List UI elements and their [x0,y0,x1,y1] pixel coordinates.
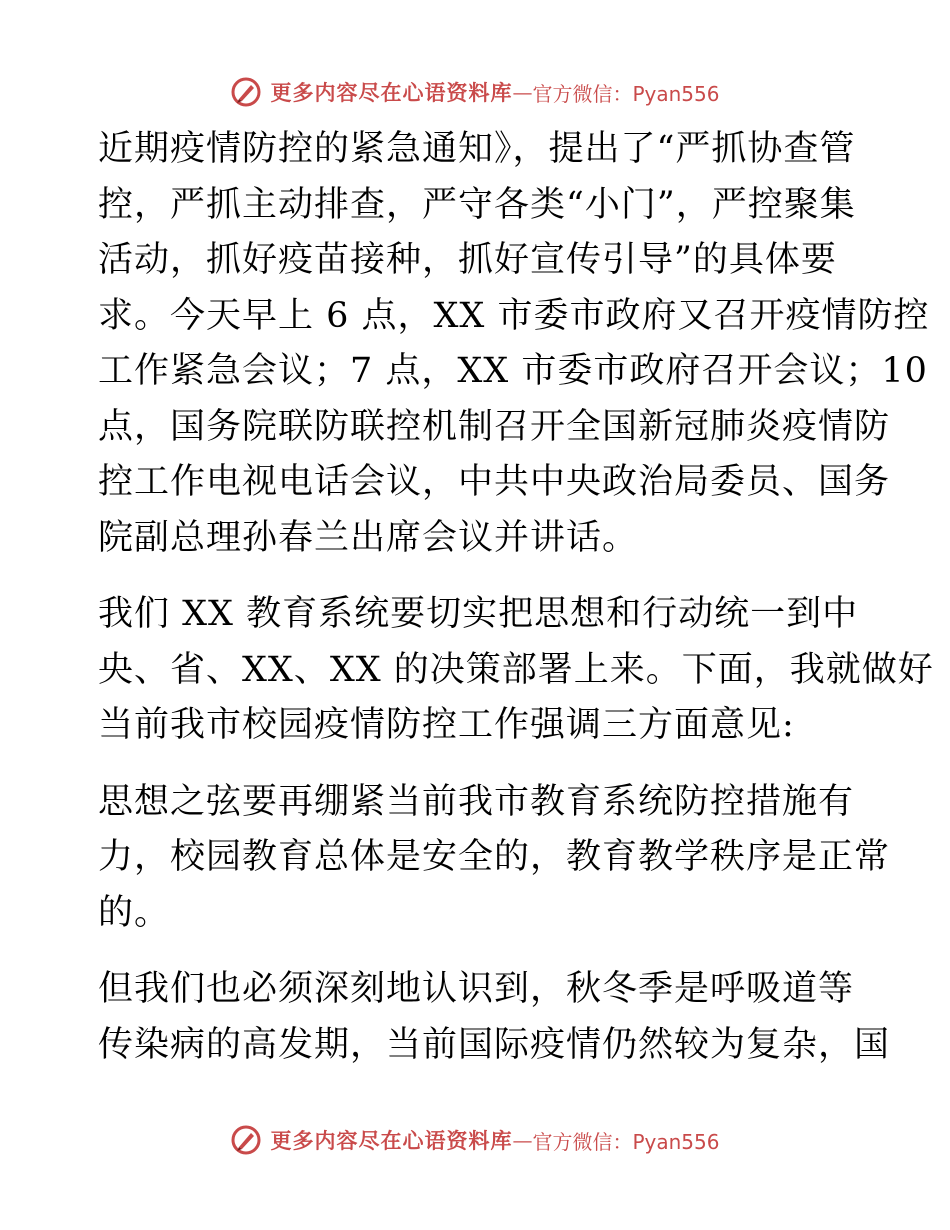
text-line: 思想之弦要再绷紧当前我市教育系统防控措施有 [98,781,855,822]
pen-logo-icon [230,1124,262,1156]
watermark-header [0,72,950,112]
text-line: 央、省、XX、XX 的决策部署上来。下面，我就做好 [98,649,934,690]
watermark-wechat: 官方微信：Pyan556 [532,1129,720,1154]
text-line: 院副总理孙春兰出席会议并讲话。 [98,517,639,558]
text-line: 近期疫情防控的紧急通知》，提出了“严抓协查管 [98,129,856,169]
text-line: 的。 [98,892,171,933]
text-line: 求。今天早上 6 点，XX 市委市政府又召开疫情防控 [98,295,930,336]
watermark-separator: — [512,80,533,104]
document-body [98,122,934,1073]
watermark-wechat: 官方微信：Pyan556 [532,81,720,106]
text-line: 但我们也必须深刻地认识到，秋冬季是呼吸道等 [98,969,855,1009]
text-line: 传染病的高发期，当前国际疫情仍然较为复杂，国 [98,1024,891,1065]
text-line: 当前我市校园疫情防控工作强调三方面意见: [98,705,795,745]
paragraph [98,962,891,1073]
watermark-title: 更多内容尽在心语资料库 [270,1128,513,1153]
text-line: 控工作电视电话会议，中共中央政治局委员、国务 [98,462,891,502]
watermark-title: 更多内容尽在心语资料库 [270,80,513,105]
text-line: 工作紧急会议；7 点，XX 市委市政府召开会议；10 [98,351,928,391]
text-line: 活动，抓好疫苗接种，抓好宣传引导”的具体要 [98,240,837,280]
watermark-separator: — [512,1128,533,1152]
text-line: 点，国务院联防联控机制召开全国新冠肺炎疫情防 [98,406,891,447]
paragraph [98,775,891,942]
watermark-footer [0,1120,950,1160]
paragraph [98,587,934,754]
text-line: 力，校园教育总体是安全的，教育教学秩序是正常 [98,837,891,877]
pen-logo-icon [230,76,262,108]
text-line: 我们 XX 教育系统要切实把思想和行动统一到中 [98,594,859,634]
paragraph [98,122,930,566]
text-line: 控，严抓主动排查，严守各类“小门”，严控聚集 [98,184,856,225]
